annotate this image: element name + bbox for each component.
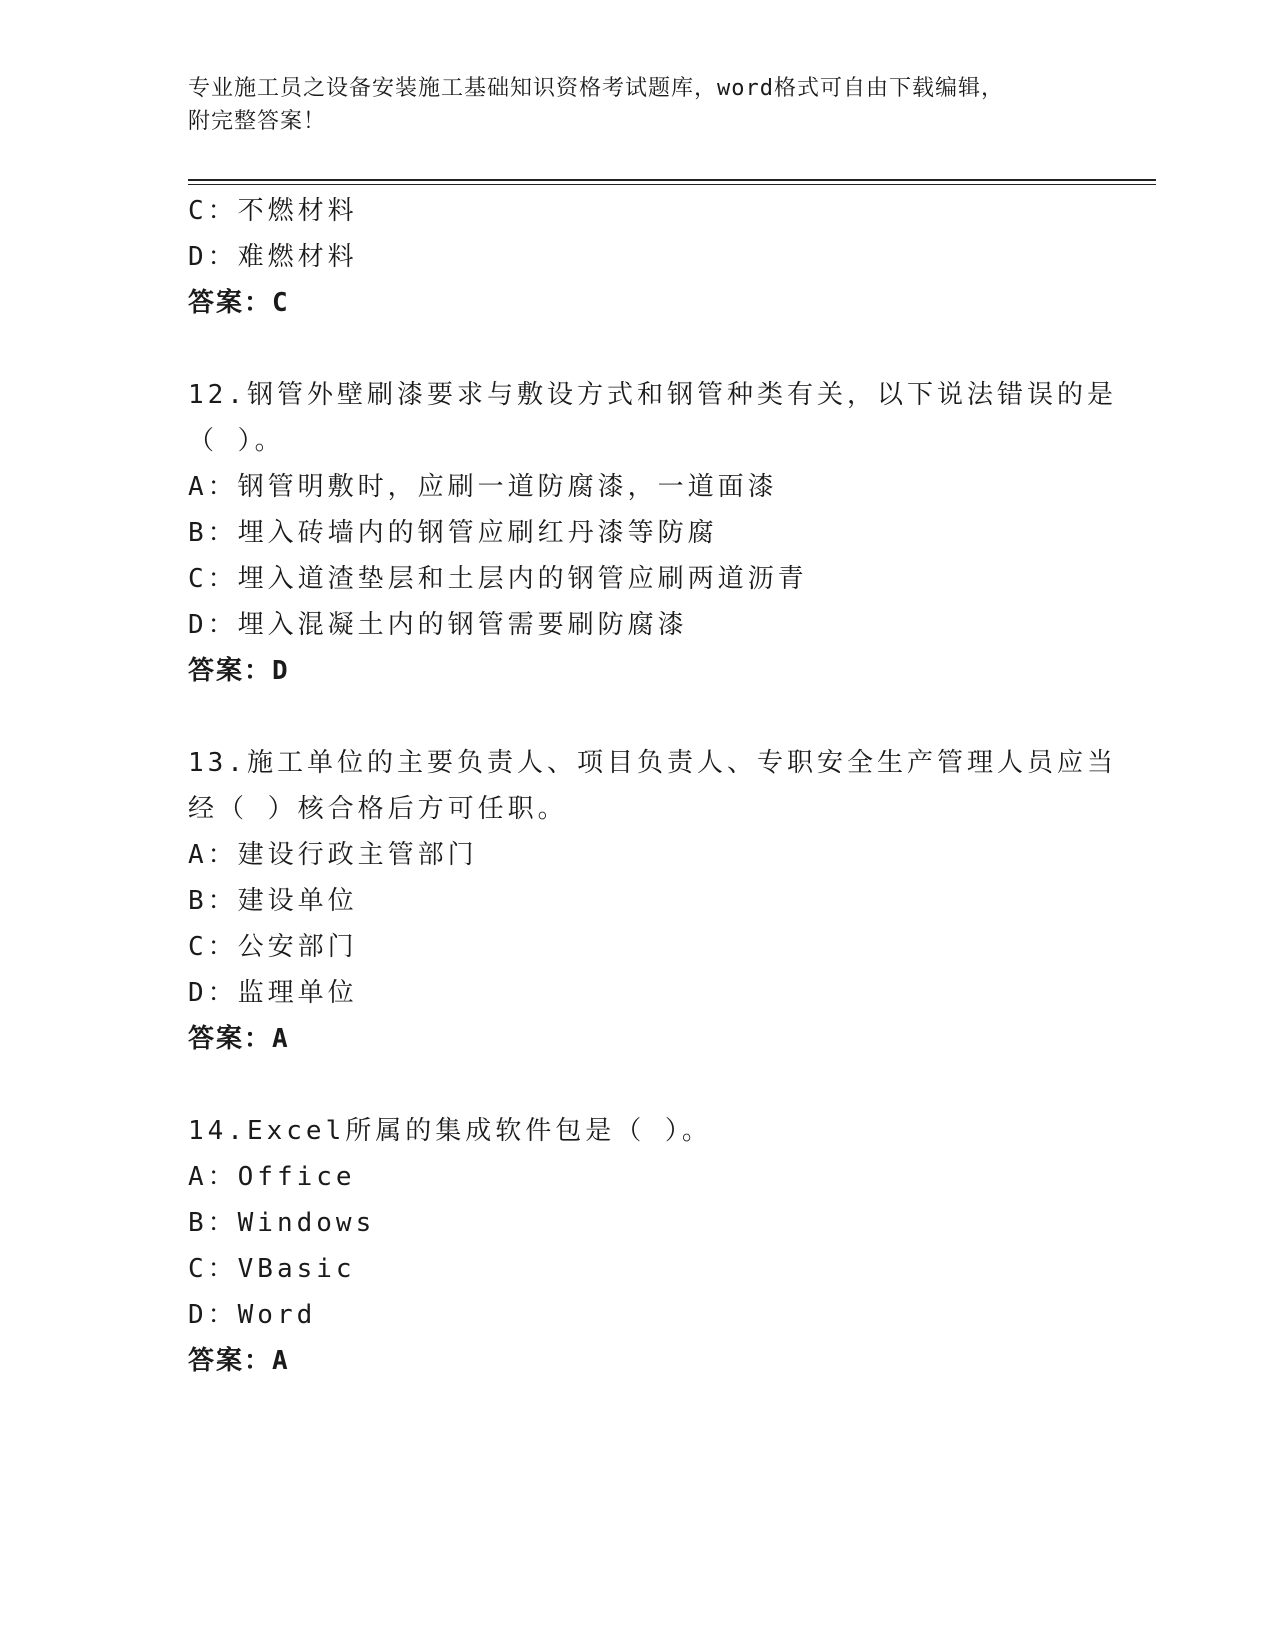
question-12 <box>188 372 1117 694</box>
answer: 答案：C <box>188 288 290 318</box>
answer: 答案：A <box>188 1024 290 1054</box>
option-d: D：Word <box>188 1300 317 1330</box>
spacer <box>188 1062 1088 1108</box>
option-d: D：难燃材料 <box>188 242 358 272</box>
header-divider-thick <box>188 179 1156 181</box>
header-line-1: 专业施工员之设备安装施工基础知识资格考试题库，word格式可自由下载编辑， <box>188 76 1004 101</box>
spacer <box>188 326 1088 372</box>
answer: 答案：A <box>188 1346 290 1376</box>
document-header <box>188 72 1068 138</box>
option-c: C：VBasic <box>188 1254 356 1284</box>
question-stem-cont: （ ）。 <box>188 426 285 456</box>
header-divider-thin <box>188 184 1156 185</box>
question-stem-cont: 经（ ）核合格后方可任职。 <box>188 794 568 824</box>
document-body <box>188 188 1117 1384</box>
option-c: C：埋入道渣垫层和土层内的钢管应刷两道沥青 <box>188 564 808 594</box>
option-a: A：钢管明敷时，应刷一道防腐漆，一道面漆 <box>188 472 778 502</box>
option-b: B：Windows <box>188 1208 376 1238</box>
option-a: A：Office <box>188 1162 356 1192</box>
spacer <box>188 694 1088 740</box>
option-c: C：不燃材料 <box>188 196 358 226</box>
question-14 <box>188 1108 1088 1384</box>
option-b: B：埋入砖墙内的钢管应刷红丹漆等防腐 <box>188 518 718 548</box>
question-11-fragment <box>188 188 1088 326</box>
option-b: B：建设单位 <box>188 886 358 916</box>
option-d: D：监理单位 <box>188 978 358 1008</box>
option-d: D：埋入混凝土内的钢管需要刷防腐漆 <box>188 610 688 640</box>
question-13 <box>188 740 1117 1062</box>
header-line-2: 附完整答案！ <box>188 109 327 134</box>
question-stem: 14.Excel所属的集成软件包是（ ）。 <box>188 1116 712 1146</box>
option-a: A：建设行政主管部门 <box>188 840 478 870</box>
option-c: C：公安部门 <box>188 932 358 962</box>
answer: 答案：D <box>188 656 290 686</box>
question-stem: 13.施工单位的主要负责人、项目负责人、专职安全生产管理人员应当 <box>188 748 1117 778</box>
question-stem: 12.钢管外壁刷漆要求与敷设方式和钢管种类有关，以下说法错误的是 <box>188 380 1117 410</box>
